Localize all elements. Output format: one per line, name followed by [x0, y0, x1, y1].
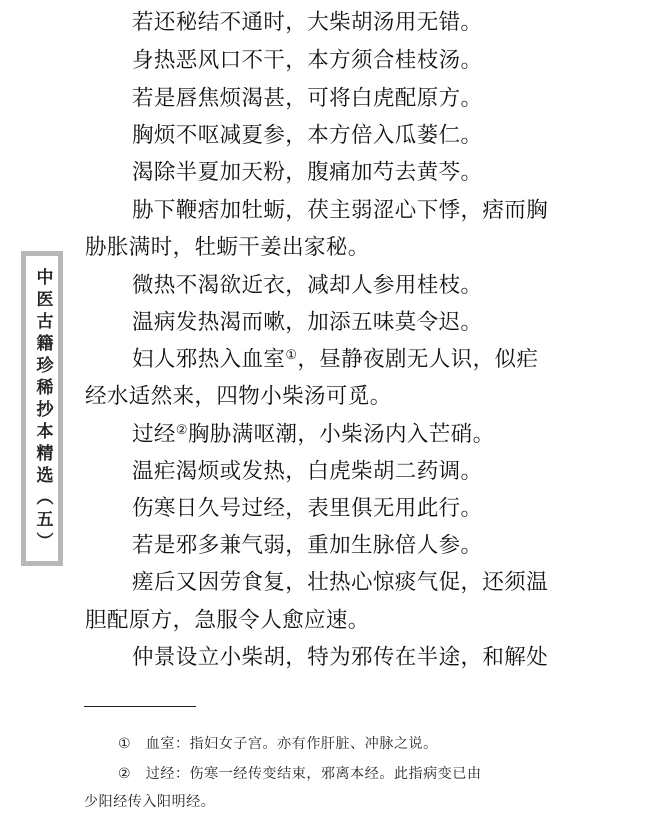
- text-line: 若还秘结不通时，大柴胡汤用无错。: [132, 10, 483, 35]
- text-segment: 妇人邪热入血室: [132, 347, 286, 372]
- text-segment: ，昼静夜剧无人识，似疟: [297, 347, 539, 372]
- text-line: 若是唇焦烦渴甚，可将白虎配原方。: [132, 86, 483, 111]
- text-line: 胆配原方，急服令人愈应速。: [85, 608, 370, 633]
- text-segment: 过经: [132, 422, 176, 447]
- side-tab-label: 中医古籍珍稀抄本精选（五）: [32, 268, 53, 554]
- text-line: 胁下鞭痞加牡蛎，茯主弱涩心下悸，痞而胸: [132, 198, 549, 223]
- text-line: 身热恶风口不干，本方须合桂枝汤。: [132, 48, 483, 73]
- text-line: 渴除半夏加天粉，腹痛加芍去黄芩。: [132, 160, 483, 185]
- text-line: [132, 349, 538, 371]
- text-line: [132, 424, 494, 446]
- text-line: 温病发热渴而嗽，加添五味莫令迟。: [132, 310, 483, 335]
- text-line: 仲景设立小柴胡，特为邪传在半途，和解处: [132, 645, 549, 670]
- side-tab: [21, 251, 63, 566]
- footnote-2-continued: 少阳经传入阳明经。: [84, 794, 216, 810]
- footnote-marker-1: ①: [285, 348, 298, 363]
- text-line: 胸烦不呕减夏参，本方倍入瓜蒌仁。: [132, 123, 483, 148]
- side-tab-inner: [26, 256, 58, 561]
- text-line: 温疟渴烦或发热，白虎柴胡二药调。: [132, 459, 483, 484]
- footnote-divider: [84, 706, 196, 707]
- text-line: 微热不渴欲近衣，减却人参用桂枝。: [132, 273, 483, 298]
- footnote-1: ① 血室：指妇女子宫。亦有作肝脏、冲脉之说。: [118, 736, 438, 752]
- footnote-2: ② 过经：伤寒一经传变结束，邪离本经。此指病变已由: [118, 766, 482, 782]
- footnote-marker-2: ②: [175, 423, 188, 438]
- text-line: 伤寒日久号过经，表里俱无用此行。: [132, 496, 483, 521]
- text-line: 经水适然来，四物小柴汤可觅。: [85, 384, 392, 409]
- text-line: 若是邪多兼气弱，重加生脉倍人参。: [132, 533, 483, 558]
- text-line: 胁胀满时，牡蛎干姜出家秘。: [85, 235, 370, 260]
- text-line: 瘥后又因劳食复，壮热心惊痰气促，还须温: [132, 570, 549, 595]
- text-segment: 胸胁满呕潮，小柴汤内入芒硝。: [187, 422, 495, 447]
